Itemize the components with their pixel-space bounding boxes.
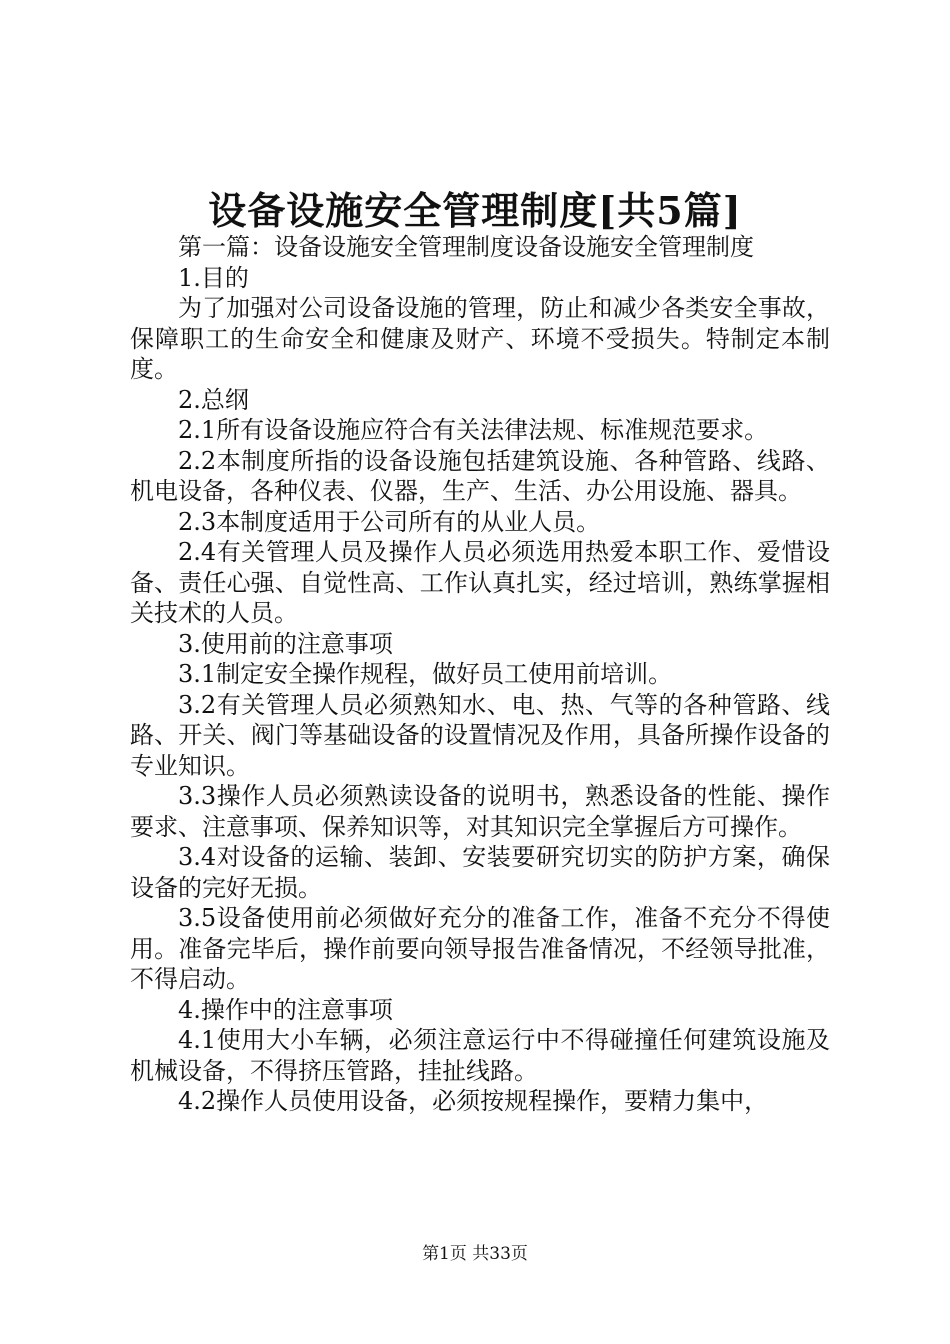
paragraph: 2.3本制度适用于公司所有的从业人员。 [178, 507, 601, 536]
page-number-footer: 第1页 共33页 [422, 1244, 528, 1264]
paragraph: 为了加强对公司设备设施的管理，防止和减少各类安全事故，保障职工的生命安全和健康及财产、环境不受损失。特制定本制度。 [130, 294, 830, 383]
paragraph: 3.1制定安全操作规程，做好员工使用前培训。 [178, 660, 673, 688]
paragraph: 2.总纲 [178, 385, 249, 414]
paragraph: 2.4有关管理人员及操作人员必须选用热爱本职工作、爱惜设备、责任心强、自觉性高、工作认真扎实，经过培训，熟练掌握相关技术的人员。 [130, 538, 830, 627]
paragraph: 1.目的 [178, 263, 249, 292]
paragraph: 4.2操作人员使用设备，必须按规程操作，要精力集中， [178, 1087, 769, 1115]
paragraph: 3.3操作人员必须熟读设备的说明书，熟悉设备的性能、操作要求、注意事项、保养知识等，对其知识完全掌握后方可操作。 [130, 782, 830, 841]
paragraph: 第一篇：设备设施安全管理制度设备设施安全管理制度 [178, 233, 754, 261]
paragraph: 4.操作中的注意事项 [178, 995, 393, 1024]
document-title: 设备设施安全管理制度[共5篇] [208, 188, 742, 233]
paragraph: 3.2有关管理人员必须熟知水、电、热、气等的各种管路、线路、开关、阀门等基础设备的设置情况及作用，具备所操作设备的专业知识。 [130, 690, 830, 780]
paragraph: 3.5设备使用前必须做好充分的准备工作，准备不充分不得使用。准备完毕后，操作前要向领导报告准备情况，不经领导批准，不得启动。 [130, 904, 830, 993]
paragraph: 4.1使用大小车辆，必须注意运行中不得碰撞任何建筑设施及机械设备，不得挤压管路，挂扯线路。 [130, 1026, 830, 1085]
document-body [130, 232, 830, 1117]
paragraph: 2.2本制度所指的设备设施包括建筑设施、各种管路、线路、机电设备，各种仪表、仪器，生产、生活、办公用设施、器具。 [130, 446, 830, 505]
paragraph: 3.使用前的注意事项 [178, 629, 393, 658]
paragraph: 3.4对设备的运输、装卸、安装要研究切实的防护方案，确保设备的完好无损。 [130, 843, 830, 902]
paragraph: 2.1所有设备设施应符合有关法律法规、标准规范要求。 [178, 416, 769, 444]
